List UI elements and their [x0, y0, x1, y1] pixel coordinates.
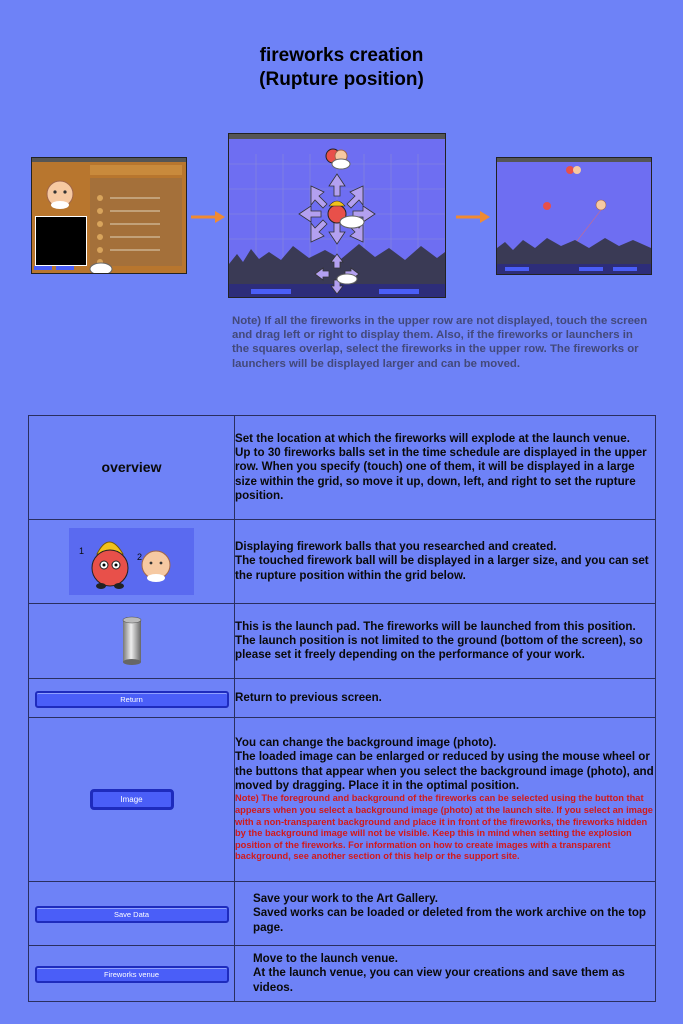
table-row — [29, 679, 656, 718]
help-table — [28, 415, 656, 1002]
arrow-right-icon — [456, 210, 492, 229]
note-top: Note) If all the fireworks in the upper row are not displayed, touch the screen and drag left or right to display them. Also, if the fireworks or launchers in the squares overlap, select the fireworks in the upper row. The fireworks or launchers will be displayed larger and can be moved. — [232, 315, 648, 370]
image-button[interactable]: Image — [90, 789, 174, 810]
image-note: Note) The foreground and background of the fireworks can be selected using the button that appears when you select a background image (photo) at the launch site. If you select an image with a non-transparent background and place it in front of the fireworks, the fireworks hidden by the background image will not be visible. Keep this in mind when setting the explosion position of the fireworks. For information on how to create images with a transparent background, see another section of this help or the support site. — [235, 793, 653, 862]
page-title-line1: fireworks creation — [259, 45, 424, 66]
firework-balls-image — [69, 528, 194, 595]
ball-number-1: 1 — [79, 546, 85, 556]
save-text: Save your work to the Art Gallery. Saved works can be loaded or deleted from the work archive on the top page. — [235, 882, 656, 946]
venue-text: Move to the launch venue. At the launch venue, you can view your creations and save them as videos. — [235, 946, 656, 1002]
table-row — [29, 416, 656, 520]
table-row — [29, 718, 656, 882]
arrow-right-icon — [191, 210, 227, 229]
table-row — [29, 946, 656, 1002]
save-data-button[interactable]: Save Data — [35, 906, 229, 923]
touch-hand-icon — [87, 258, 115, 274]
return-button[interactable]: Return — [35, 691, 229, 708]
app-screenshot-grid — [228, 133, 446, 298]
avatar — [34, 172, 86, 214]
overview-text: Set the location at which the fireworks will explode at the launch venue. Up to 30 fireworks balls set in the time schedule are displayed in the upper row. When you specify (touch) one of them, it will be displayed in a large size within the grid, so move it up, down, left, and right to set the rupture position. — [235, 416, 656, 520]
app-screenshot-main — [31, 157, 187, 274]
ball-number-2: 2 — [137, 552, 143, 562]
launchpad-text: This is the launch pad. The fireworks will be launched from this position. The launch position is not limited to the ground (bottom of the screen), so please set it freely depending on the performance of your work. — [235, 604, 656, 679]
balls-text: Displaying firework balls that you researched and created. The touched firework ball will be displayed in a larger size, and you can set the rupture position within the grid below. — [235, 520, 656, 604]
overview-label: overview — [101, 458, 162, 475]
image-text: You can change the background image (photo). The loaded image can be enlarged or reduced by using the mouse wheel or the buttons that appear when you select the background image (photo), and moved by dragging. Place it in the optimal position. — [235, 736, 654, 793]
table-row — [29, 882, 656, 946]
launch-pad-icon — [121, 615, 143, 667]
page-title-line2: (Rupture position) — [259, 69, 424, 90]
table-row — [29, 520, 656, 604]
table-row — [29, 604, 656, 679]
fireworks-venue-button[interactable]: Fireworks venue — [35, 966, 229, 983]
app-screenshot-venue — [496, 157, 652, 275]
return-text: Return to previous screen. — [235, 679, 656, 718]
firework-ball-icon — [69, 528, 194, 595]
